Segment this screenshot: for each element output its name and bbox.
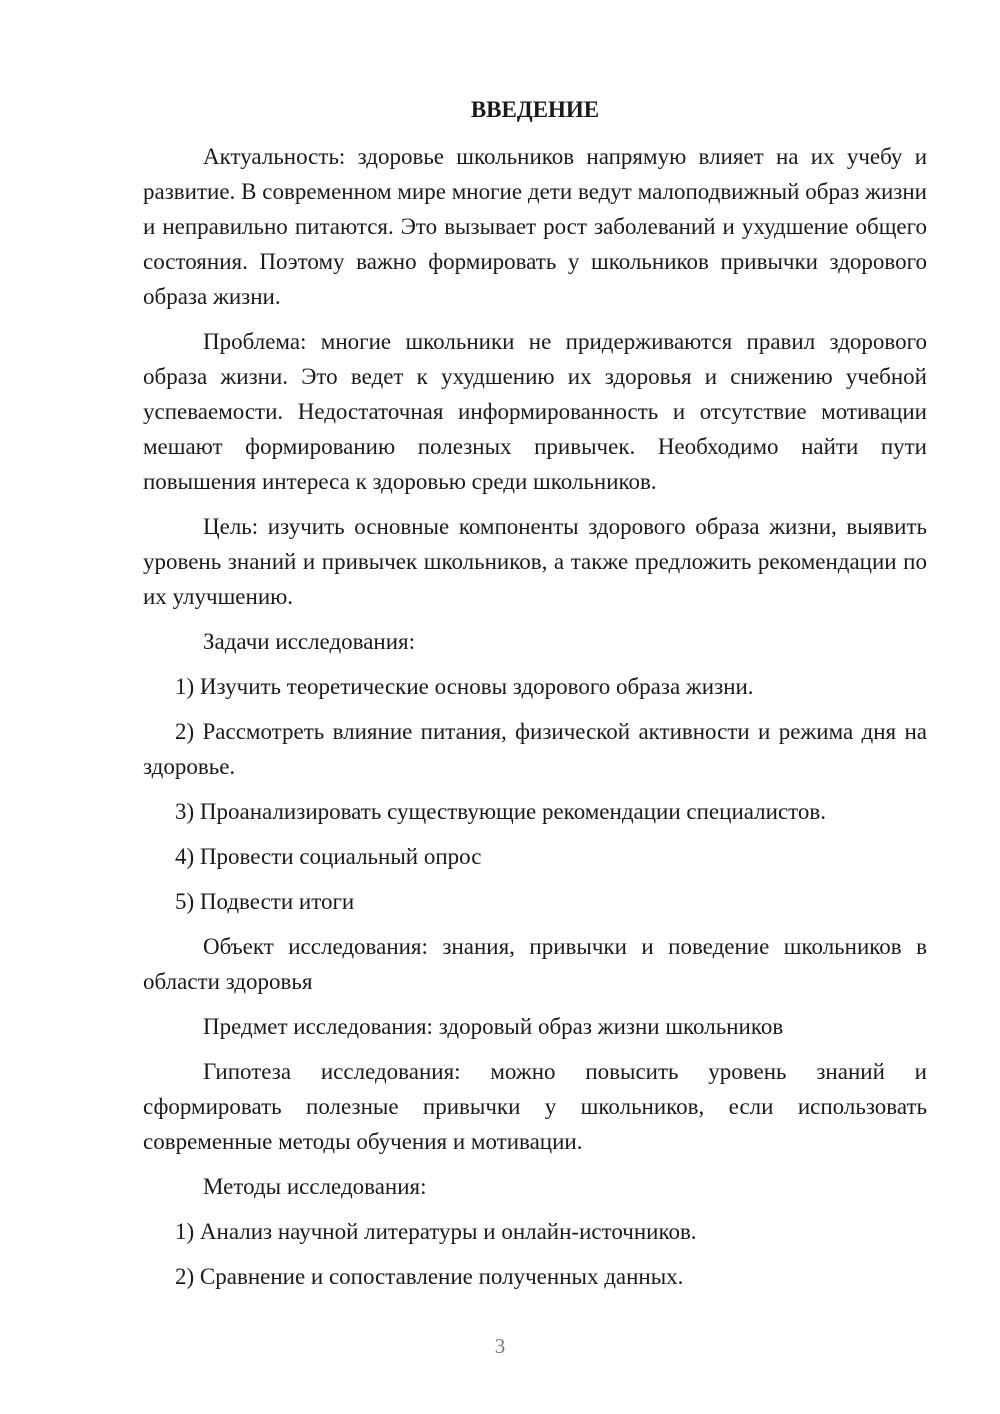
document-page bbox=[143, 95, 927, 1294]
object-paragraph: Объект исследования: знания, привычки и поведение школьников в области здоровья bbox=[143, 934, 927, 994]
task-item-5: 5) Подвести итоги bbox=[175, 889, 355, 914]
task-item-2: 2) Рассмотреть влияние питания, физической активности и режима дня на здоровье. bbox=[143, 719, 927, 779]
relevance-paragraph: Актуальность: здоровье школьников напрямую влияет на их учебу и развитие. В современном мире многие дети ведут малоподвижный образ жизни и неправильно питаются. Это вызывает рост заболеваний и ухудшение общего состояния. Поэтому важно формировать у школьников привычки здорового образа жизни. bbox=[143, 144, 927, 309]
tasks-heading: Задачи исследования: bbox=[203, 629, 416, 654]
goal-paragraph: Цель: изучить основные компоненты здорового образа жизни, выявить уровень знаний и привычек школьников, а также предложить рекомендации по их улучшению. bbox=[143, 514, 927, 609]
method-item-1: 1) Анализ научной литературы и онлайн-источников. bbox=[175, 1219, 697, 1244]
task-item-1: 1) Изучить теоретические основы здорового образа жизни. bbox=[175, 674, 754, 699]
section-title: ВВЕДЕНИЕ bbox=[470, 97, 600, 122]
subject-paragraph: Предмет исследования: здоровый образ жизни школьников bbox=[203, 1014, 784, 1039]
task-item-4: 4) Провести социальный опрос bbox=[175, 844, 482, 869]
method-item-2: 2) Сравнение и сопоставление полученных данных. bbox=[175, 1264, 684, 1289]
problem-paragraph: Проблема: многие школьники не придерживаются правил здорового образа жизни. Это ведет к ухудшению их здоровья и снижению учебной успеваемости. Недостаточная информированность и отсутствие мотивации мешают формированию полезных привычек. Необходимо найти пути повышения интереса к здоровью среди школьников. bbox=[143, 329, 927, 494]
page-number: 3 bbox=[494, 1334, 506, 1358]
task-item-3: 3) Проанализировать существующие рекомендации специалистов. bbox=[175, 799, 827, 824]
hypothesis-paragraph: Гипотеза исследования: можно повысить уровень знаний и сформировать полезные привычки у школьников, если использовать современные методы обучения и мотивации. bbox=[143, 1059, 927, 1154]
methods-heading: Методы исследования: bbox=[203, 1174, 427, 1199]
